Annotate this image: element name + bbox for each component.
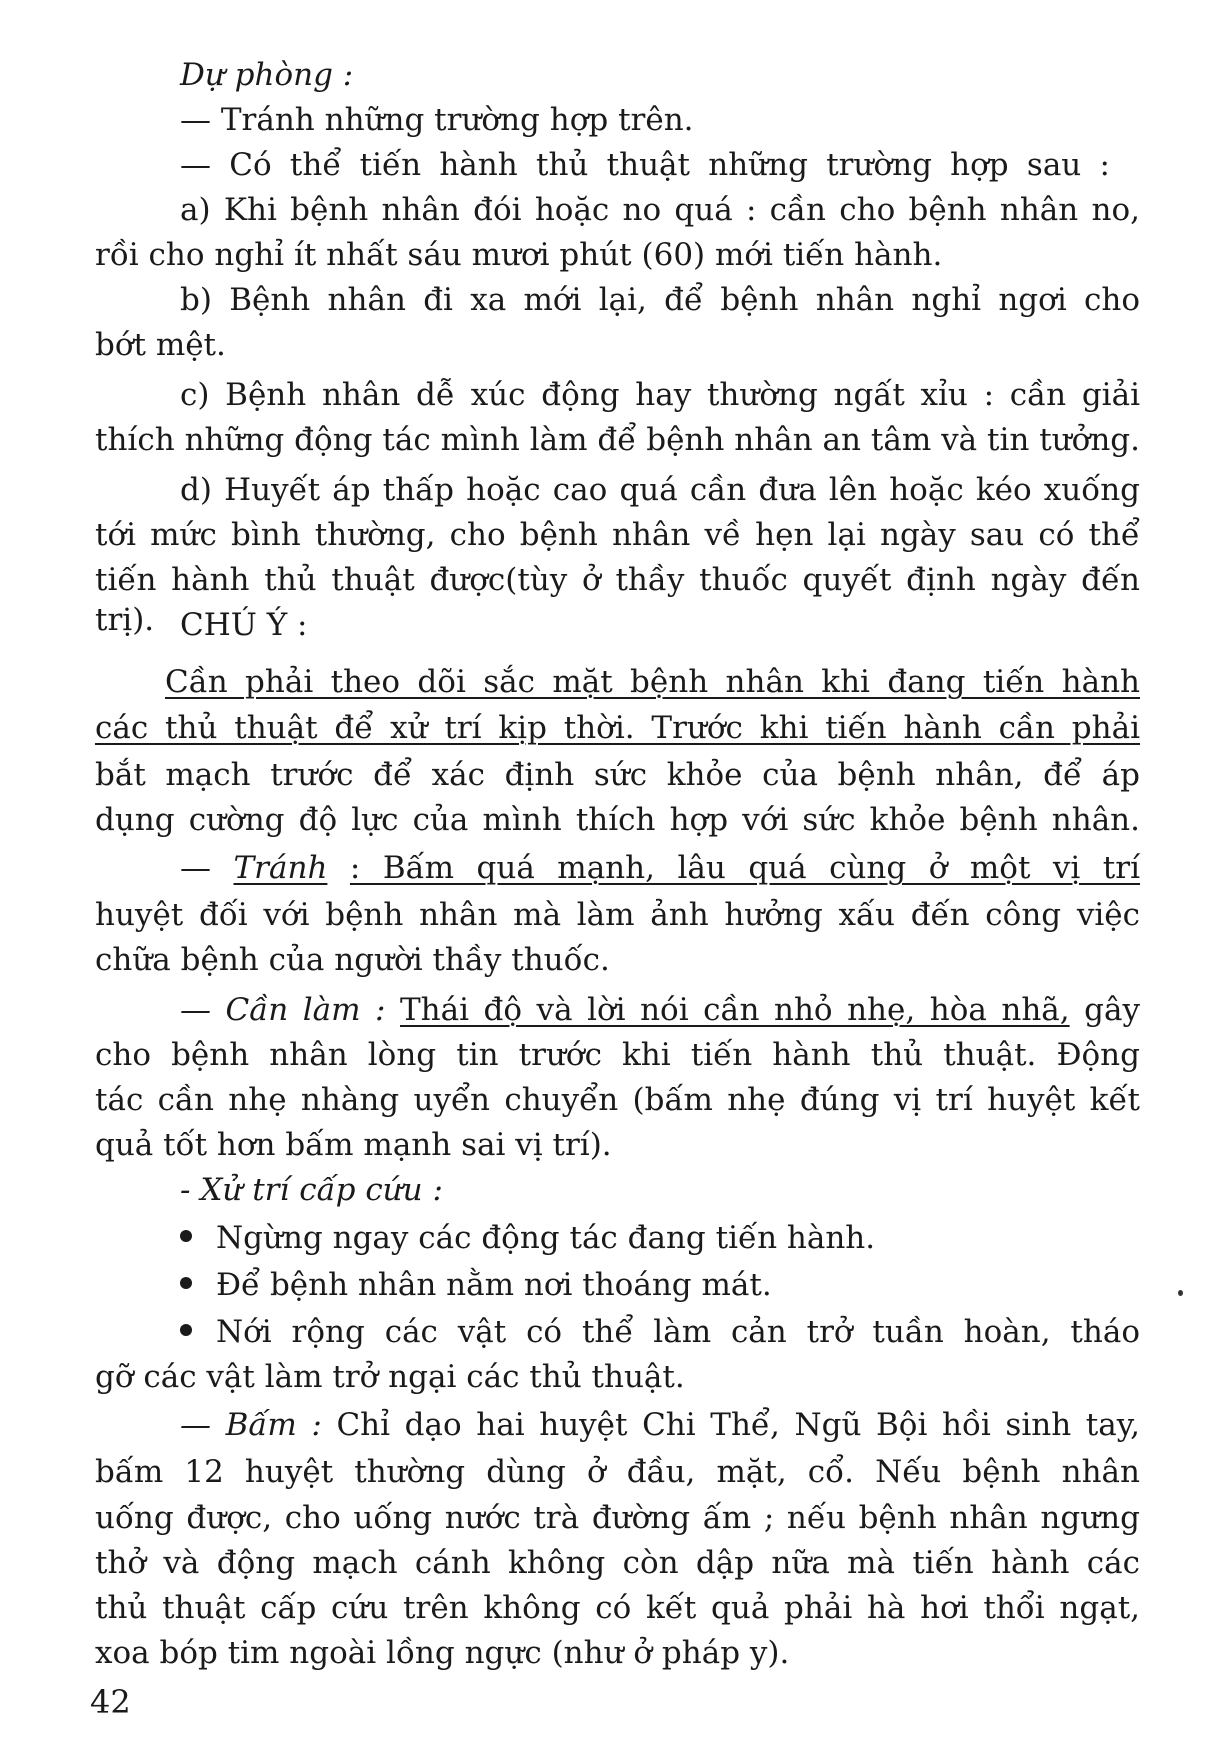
text-line: c) Bệnh nhân dễ xúc động hay thường ngất xỉu : cần giải bbox=[180, 377, 1140, 413]
text-line: thở và động mạch cánh không còn dập nữa mà tiến hành các bbox=[95, 1545, 1140, 1581]
dash: — bbox=[180, 850, 211, 886]
text-line: bấm 12 huyệt thường dùng ở đầu, mặt, cổ. Nếu bệnh nhân bbox=[95, 1454, 1140, 1490]
text-line: thủ thuật cấp cứu trên không có kết quả phải hà hơi thổi ngạt, bbox=[95, 1590, 1140, 1626]
handwritten-underline-text: Thái độ và lời nói cần nhỏ nhẹ, hòa nhã, bbox=[399, 992, 1070, 1028]
label-tranh: Tránh bbox=[233, 850, 328, 886]
text-line: cho bệnh nhân lòng tin trước khi tiến hành thủ thuật. Động bbox=[95, 1037, 1140, 1073]
text-line bbox=[165, 662, 1140, 702]
ink-speck bbox=[1178, 1290, 1183, 1296]
text-line bbox=[95, 708, 1140, 748]
bullet-icon bbox=[180, 1277, 192, 1289]
text-line: gỡ các vật làm trở ngại các thủ thuật. bbox=[95, 1359, 685, 1395]
list-item: Để bệnh nhân nằm nơi thoáng mát. bbox=[180, 1265, 772, 1305]
text-line: — Cần làm : Thái độ và lời nói cần nhỏ nhẹ, hòa nhã, gây bbox=[180, 992, 1140, 1028]
text-line: thích những động tác mình làm để bệnh nhân an tâm và tin tưởng. bbox=[95, 422, 1140, 458]
list-item: Nới rộng các vật có thể làm cản trở tuần hoàn, tháo bbox=[180, 1312, 1140, 1352]
text-line: chữa bệnh của người thầy thuốc. bbox=[95, 942, 610, 978]
page-number: 42 bbox=[90, 1683, 131, 1721]
text-line bbox=[180, 848, 1140, 888]
list-item: Ngừng ngay các động tác đang tiến hành. bbox=[180, 1218, 875, 1258]
section-heading-chu-y: CHÚ Ý : bbox=[180, 607, 308, 643]
text-line: rồi cho nghỉ ít nhất sáu mươi phút (60) mới tiến hành. bbox=[95, 237, 943, 273]
text-line: a) Khi bệnh nhân đói hoặc no quá : cần cho bệnh nhân no, bbox=[180, 192, 1140, 228]
label-bam: — Bấm : bbox=[180, 1407, 322, 1443]
text-line: — Tránh những trường hợp trên. bbox=[180, 102, 694, 138]
text-line: huyệt đối với bệnh nhân mà làm ảnh hưởng xấu đến công việc bbox=[95, 897, 1140, 933]
section-heading-du-phong: Dự phòng : bbox=[180, 57, 354, 93]
label-can-lam: — Cần làm : bbox=[180, 992, 386, 1028]
text-line: uống được, cho uống nước trà đường ấm ; nếu bệnh nhân ngưng bbox=[95, 1500, 1140, 1536]
text-line: tới mức bình thường, cho bệnh nhân về hẹn lại ngày sau có thể bbox=[95, 517, 1140, 553]
text-line: bớt mệt. bbox=[95, 327, 226, 363]
section-heading-xu-tri-cap-cuu: - Xử trí cấp cứu : bbox=[180, 1172, 443, 1208]
handwritten-underline-text: : Bấm quá mạnh, lâu quá cùng ở một vị trí bbox=[349, 850, 1141, 886]
handwritten-underline-text: các thủ thuật để xử trí kịp thời. Trước khi tiến hành cần phải bbox=[95, 710, 1140, 746]
handwritten-underline-text: Cần phải theo dõi sắc mặt bệnh nhân khi đang tiến hành bbox=[165, 664, 1140, 700]
bullet-icon bbox=[180, 1324, 192, 1336]
bullet-icon bbox=[180, 1230, 192, 1242]
text-line: bắt mạch trước để xác định sức khỏe của bệnh nhân, để áp bbox=[95, 757, 1140, 793]
text-line: b) Bệnh nhân đi xa mới lại, để bệnh nhân nghỉ ngơi cho bbox=[180, 282, 1140, 318]
text-line: — Bấm : Chỉ dạo hai huyệt Chi Thể, Ngũ Bội hồi sinh tay, bbox=[180, 1407, 1140, 1443]
text-line: d) Huyết áp thấp hoặc cao quá cần đưa lên hoặc kéo xuống bbox=[180, 472, 1140, 508]
text-line: tiến hành thủ thuật được(tùy ở thầy thuốc quyết định ngày đến trị). bbox=[95, 562, 1140, 638]
text-line: quả tốt hơn bấm mạnh sai vị trí). bbox=[95, 1127, 612, 1163]
text-line: dụng cường độ lực của mình thích hợp với sức khỏe bệnh nhân. bbox=[95, 802, 1140, 838]
text-line: — Có thể tiến hành thủ thuật những trường hợp sau : bbox=[180, 147, 1110, 183]
text-line: tác cần nhẹ nhàng uyển chuyển (bấm nhẹ đúng vị trí huyệt kết bbox=[95, 1082, 1140, 1118]
text-line: xoa bóp tim ngoài lồng ngực (như ở pháp y). bbox=[95, 1635, 790, 1671]
